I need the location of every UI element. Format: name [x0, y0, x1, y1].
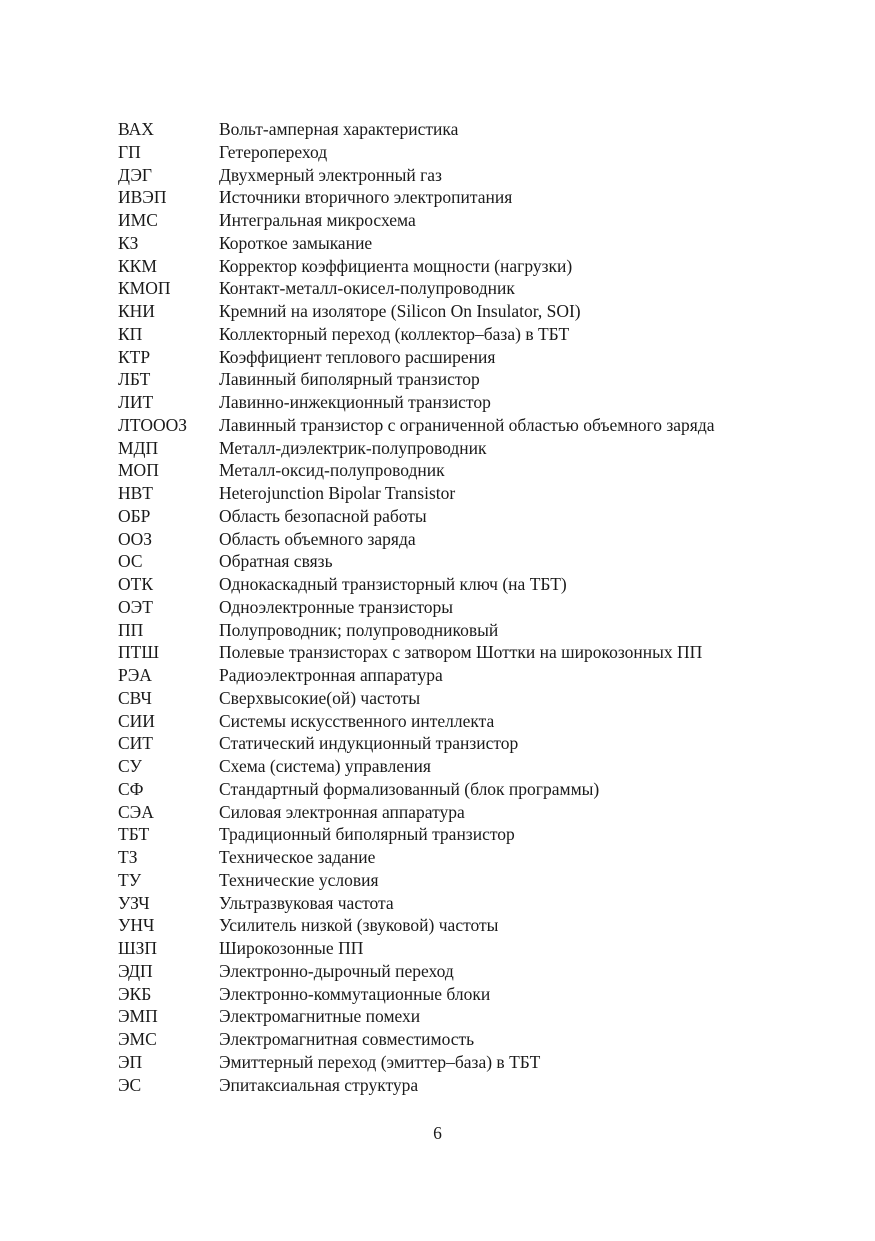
abbreviation-row: [118, 596, 768, 619]
abbreviation-definition: Heterojunction Bipolar Transistor: [219, 483, 456, 503]
abbreviation-list: [118, 118, 768, 1096]
abbreviation-term: УЗЧ: [118, 892, 150, 913]
abbreviation-definition: Технические условия: [219, 869, 379, 890]
abbreviation-term: КНИ: [118, 301, 155, 321]
abbreviation-row: [118, 892, 768, 915]
abbreviation-term: СФ: [118, 778, 144, 799]
page-number: 6: [433, 1123, 442, 1143]
abbreviation-term: ЭДП: [118, 960, 153, 981]
abbreviation-term: ЭМС: [118, 1029, 157, 1049]
abbreviation-definition: Лавинный транзистор с ограниченной областью объемного заряда: [219, 414, 715, 435]
abbreviation-definition: Усилитель низкой (звуковой) частоты: [219, 915, 499, 936]
abbreviation-definition: Полевые транзисторах с затвором Шоттки на широкозонных ПП: [219, 642, 703, 663]
abbreviation-definition: Электромагнитная совместимость: [219, 1029, 475, 1049]
abbreviation-row: [118, 300, 768, 323]
abbreviation-definition: Техническое задание: [219, 847, 376, 867]
abbreviation-definition: Кремний на изоляторе (Silicon On Insulator, SOI): [219, 301, 581, 321]
abbreviation-term: ОС: [118, 551, 143, 572]
abbreviation-row: [118, 573, 768, 596]
abbreviation-term: КП: [118, 323, 143, 344]
abbreviation-row: [118, 550, 768, 573]
abbreviation-term: ВАХ: [118, 119, 154, 139]
abbreviation-definition: Электромагнитные помехи: [219, 1006, 421, 1027]
abbreviation-row: [118, 914, 768, 937]
abbreviation-definition: Эпитаксиальная структура: [219, 1074, 419, 1095]
abbreviation-row: [118, 164, 768, 187]
abbreviation-term: ИВЭП: [118, 187, 167, 208]
abbreviation-term: УНЧ: [118, 915, 155, 936]
abbreviation-term: КТР: [118, 346, 151, 367]
abbreviation-row: [118, 710, 768, 733]
abbreviation-row: [118, 414, 768, 437]
abbreviation-term: ИМС: [118, 210, 158, 230]
abbreviation-definition: Металл-оксид-полупроводник: [219, 460, 445, 481]
abbreviation-definition: Контакт-металл-окисел-полупроводник: [219, 278, 515, 299]
abbreviation-term: СИТ: [118, 733, 153, 754]
abbreviation-definition: Вольт-амперная характеристика: [219, 119, 459, 139]
abbreviation-row: [118, 505, 768, 528]
abbreviation-row: [118, 528, 768, 551]
abbreviation-term: ЭМП: [118, 1006, 158, 1027]
abbreviation-term: ЛБТ: [118, 369, 151, 390]
abbreviation-term: ЛТОООЗ: [118, 414, 188, 435]
abbreviation-row: [118, 482, 768, 505]
abbreviation-definition: Широкозонные ПП: [219, 938, 364, 958]
abbreviation-row: [118, 323, 768, 346]
abbreviation-definition: Системы искусственного интеллекта: [219, 710, 495, 731]
abbreviation-definition: Электронно-коммутационные блоки: [219, 983, 491, 1004]
abbreviation-term: ЭС: [118, 1074, 142, 1095]
abbreviation-row: [118, 1028, 768, 1051]
abbreviation-term: ЛИТ: [118, 392, 154, 412]
abbreviation-row: [118, 209, 768, 232]
abbreviation-term: ТУ: [118, 869, 142, 890]
abbreviation-term: ШЗП: [118, 938, 158, 958]
abbreviation-row: [118, 346, 768, 369]
abbreviation-row: [118, 1005, 768, 1028]
abbreviation-term: КЗ: [118, 232, 139, 253]
abbreviation-row: [118, 983, 768, 1006]
abbreviation-row: [118, 619, 768, 642]
abbreviation-term: ЭП: [118, 1051, 143, 1072]
abbreviation-term: HBT: [118, 483, 153, 503]
abbreviation-row: [118, 823, 768, 846]
abbreviation-term: ОБР: [118, 505, 151, 526]
abbreviation-definition: Статический индукционный транзистор: [219, 733, 519, 754]
abbreviation-definition: Традиционный биполярный транзистор: [219, 824, 515, 845]
abbreviation-row: [118, 1074, 768, 1097]
abbreviation-definition: Стандартный формализованный (блок программы): [219, 778, 600, 799]
abbreviation-term: РЭА: [118, 665, 152, 685]
abbreviation-term: СУ: [118, 756, 142, 776]
abbreviation-row: [118, 869, 768, 892]
abbreviation-row: [118, 277, 768, 300]
abbreviation-term: ГП: [118, 141, 141, 162]
abbreviation-row: [118, 687, 768, 710]
abbreviation-row: [118, 368, 768, 391]
abbreviation-row: [118, 937, 768, 960]
abbreviation-term: ОЭТ: [118, 596, 153, 617]
abbreviation-row: [118, 186, 768, 209]
abbreviation-definition: Электронно-дырочный переход: [219, 960, 454, 981]
abbreviation-row: [118, 459, 768, 482]
abbreviation-term: СЭА: [118, 801, 154, 822]
abbreviation-term: ТБТ: [118, 824, 150, 845]
abbreviation-definition: Одноэлектронные транзисторы: [219, 596, 454, 617]
abbreviation-row: [118, 960, 768, 983]
abbreviation-term: СИИ: [118, 710, 155, 731]
abbreviation-definition: Источники вторичного электропитания: [219, 187, 513, 208]
abbreviation-definition: Гетеропереход: [219, 141, 328, 162]
abbreviation-definition: Однокаскадный транзисторный ключ (на ТБТ): [219, 574, 567, 594]
abbreviation-definition: Область объемного заряда: [219, 528, 416, 549]
abbreviation-term: МДП: [118, 437, 159, 458]
abbreviation-definition: Эмиттерный переход (эмиттер–база) в ТБТ: [219, 1051, 541, 1072]
abbreviation-term: КМОП: [118, 278, 171, 299]
abbreviation-row: [118, 232, 768, 255]
abbreviation-definition: Сверхвысокие(ой) частоты: [219, 687, 421, 708]
abbreviation-definition: Схема (система) управления: [219, 756, 431, 776]
abbreviation-definition: Область безопасной работы: [219, 505, 427, 526]
abbreviation-definition: Двухмерный электронный газ: [219, 164, 442, 185]
abbreviation-row: [118, 437, 768, 460]
abbreviation-row: [118, 255, 768, 278]
abbreviation-definition: Лавинно-инжекционный транзистор: [219, 392, 491, 412]
abbreviation-row: [118, 1051, 768, 1074]
abbreviation-term: ДЭГ: [118, 164, 153, 185]
abbreviation-definition: Интегральная микросхема: [219, 210, 416, 230]
abbreviation-row: [118, 778, 768, 801]
abbreviation-term: МОП: [118, 460, 159, 481]
abbreviation-term: ПТШ: [118, 642, 159, 663]
abbreviation-row: [118, 846, 768, 869]
abbreviation-definition: Лавинный биполярный транзистор: [219, 369, 480, 390]
abbreviation-term: ПП: [118, 619, 144, 640]
abbreviation-definition: Металл-диэлектрик-полупроводник: [219, 437, 487, 458]
abbreviation-term: ЭКБ: [118, 983, 152, 1004]
abbreviation-definition: Ультразвуковая частота: [219, 892, 394, 913]
abbreviation-row: [118, 801, 768, 824]
abbreviation-definition: Коллекторный переход (коллектор–база) в ТБТ: [219, 323, 570, 344]
abbreviation-row: [118, 118, 768, 141]
abbreviation-definition: Силовая электронная аппаратура: [219, 801, 465, 822]
abbreviation-term: ООЗ: [118, 528, 153, 549]
abbreviation-definition: Полупроводник; полупроводниковый: [219, 619, 499, 640]
abbreviation-definition: Коэффициент теплового расширения: [219, 346, 496, 367]
abbreviation-row: [118, 755, 768, 778]
abbreviation-definition: Обратная связь: [219, 551, 333, 572]
abbreviation-definition: Корректор коэффициента мощности (нагрузки): [219, 255, 573, 276]
abbreviation-term: ТЗ: [118, 847, 138, 867]
abbreviation-row: [118, 664, 768, 687]
abbreviation-row: [118, 732, 768, 755]
abbreviation-term: ККМ: [118, 255, 157, 276]
abbreviation-row: [118, 641, 768, 664]
abbreviation-definition: Радиоэлектронная аппаратура: [219, 665, 443, 685]
abbreviation-row: [118, 391, 768, 414]
abbreviation-definition: Короткое замыкание: [219, 232, 373, 253]
abbreviation-term: СВЧ: [118, 687, 152, 708]
abbreviation-row: [118, 141, 768, 164]
abbreviation-term: ОТК: [118, 574, 153, 594]
